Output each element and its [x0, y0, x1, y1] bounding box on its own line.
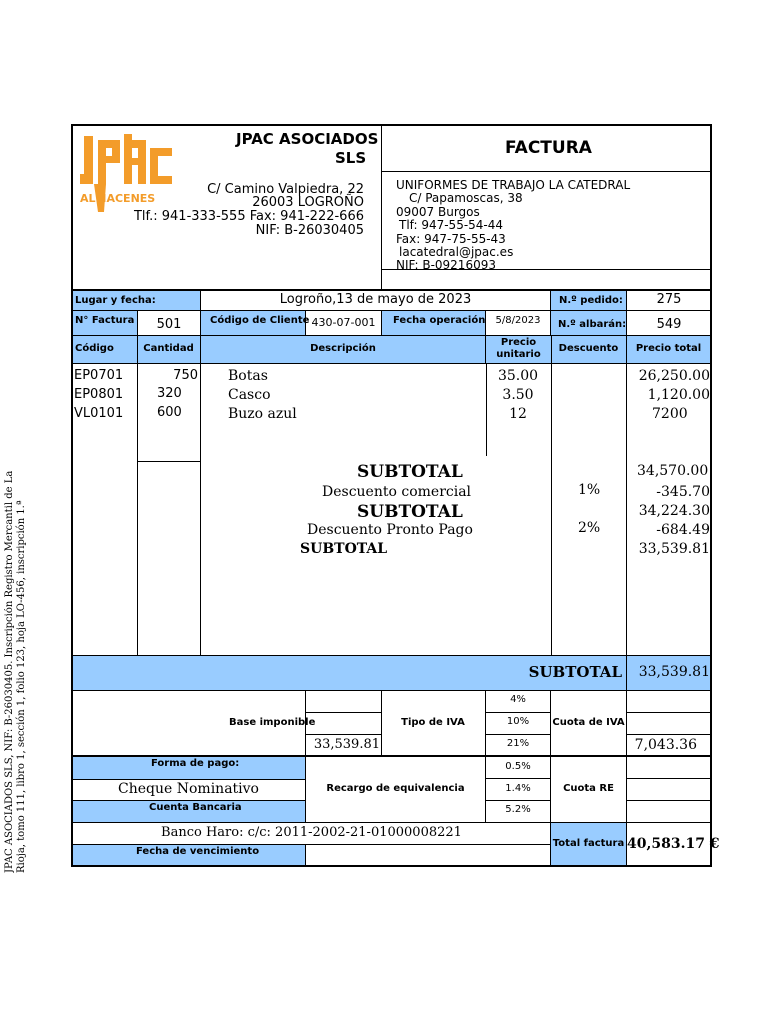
commercial-discount-label: Descuento comercial [322, 484, 472, 500]
item-qty: 600 [157, 405, 182, 420]
re-quota-label: Cuota RE [563, 783, 614, 794]
iva-quota-value: 7,043.36 [634, 737, 697, 753]
client-code-label: Código de Cliente [210, 315, 310, 326]
prompt-discount-pct: 2% [578, 520, 601, 536]
re-rate: 1.4% [505, 783, 531, 794]
commercial-discount-pct: 1% [578, 482, 601, 498]
commercial-discount-value: -345.70 [656, 484, 710, 500]
item-total: 1,120.00 [647, 387, 710, 403]
item-code: VL0101 [74, 406, 124, 421]
delivery-value: 549 [656, 317, 682, 332]
iva-rate: 21% [506, 738, 530, 749]
invoice-value: 501 [156, 317, 182, 332]
item-price: 35.00 [497, 368, 539, 384]
company-logo [80, 134, 176, 214]
iva-rate: 10% [506, 716, 530, 727]
client-fax: Fax: 947-75-55-43 [396, 232, 506, 246]
document-title: FACTURA [505, 138, 592, 158]
op-date-value: 5/8/2023 [495, 315, 541, 326]
iva-quota-label: Cuota de IVA [552, 717, 625, 728]
company-nif: NIF: B-26030405 [255, 223, 364, 238]
col-header-discount: Descuento [558, 343, 619, 354]
final-subtotal-value: 33,539.81 [638, 664, 710, 680]
item-price: 3.50 [502, 387, 534, 403]
col-header-desc: Descripción [310, 343, 376, 354]
total-label: Total factura [552, 838, 625, 849]
client-code-value: 430-07-001 [311, 316, 376, 329]
item-desc: Buzo azul [228, 406, 297, 422]
subtotal-2-label: SUBTOTAL [357, 502, 463, 522]
item-desc: Casco [228, 387, 271, 403]
item-qty: 750 [173, 368, 198, 383]
company-city: 26003 LOGROÑO [252, 195, 364, 210]
due-date-label: Fecha de vencimiento [136, 846, 260, 857]
place-date-value: Logroño,13 de mayo de 2023 [279, 292, 472, 307]
company-name: JPAC ASOCIADOS [236, 130, 379, 148]
delivery-label: N.º albarán: [558, 319, 627, 330]
payment-label: Forma de pago: [151, 758, 240, 769]
logo-subtitle: ALMACENES [80, 192, 156, 205]
client-phone: Tlf: 947-55-54-44 [399, 218, 504, 232]
col-header-price-1: Precio [500, 337, 537, 348]
col-header-total: Precio total [635, 343, 702, 354]
order-value: 275 [656, 292, 682, 307]
col-header-code: Código [75, 343, 114, 354]
base-label: Base imponible [229, 717, 316, 728]
subtotal-3-label: SUBTOTAL [300, 541, 388, 557]
client-city: 09007 Burgos [396, 205, 480, 219]
subtotal-2-value: 34,224.30 [638, 503, 710, 519]
item-total: 26,250.00 [638, 368, 710, 384]
col-header-price-2: unitario [496, 349, 541, 360]
prompt-discount-label: Descuento Pronto Pago [307, 522, 473, 538]
place-date-label: Lugar y fecha: [75, 295, 156, 306]
re-label: Recargo de equivalencia [326, 783, 465, 794]
item-total: 7200 [652, 406, 688, 422]
company-phone-fax: Tlf.: 941-333-555 Fax: 941-222-666 [133, 209, 364, 224]
client-email: lacatedral@jpac.es [399, 245, 514, 259]
subtotal-3-value: 33,539.81 [638, 541, 710, 557]
re-rate: 5.2% [505, 804, 531, 815]
item-desc: Botas [228, 368, 268, 384]
client-address: C/ Papamoscas, 38 [409, 191, 523, 205]
op-date-label: Fecha operación [393, 315, 486, 326]
subtotal-1-value: 34,570.00 [637, 463, 709, 479]
invoice-label: N° Factura [75, 315, 135, 326]
total-value: 40,583.17 € [627, 836, 720, 852]
prompt-discount-value: -684.49 [656, 522, 710, 538]
bank-value: Banco Haro: c/c: 2011-2002-21-01000008221 [161, 825, 462, 840]
company-address: C/ Camino Valpiedra, 22 [207, 182, 364, 197]
bank-label: Cuenta Bancaria [149, 802, 242, 813]
payment-value: Cheque Nominativo [118, 781, 259, 797]
order-label: N.º pedido: [559, 295, 623, 306]
client-name: UNIFORMES DE TRABAJO LA CATEDRAL [396, 178, 631, 192]
company-name-suffix: SLS [335, 149, 367, 167]
item-qty: 320 [157, 386, 182, 401]
item-code: EP0701 [74, 368, 124, 383]
client-nif: NIF: B-09216093 [396, 258, 496, 269]
col-header-qty: Cantidad [143, 343, 194, 354]
item-price: 12 [509, 406, 527, 422]
legal-side-note: JPAC ASOCIADOS SLS, NIF: B-26030405. Inscripción Registro Mercantil de La Rioja, tomo 111, libro 1, sección 1, folio 123, hoja LO-456, inscripción 1.ª [4, 470, 27, 873]
iva-rate: 4% [510, 694, 526, 705]
item-code: EP0801 [74, 387, 124, 402]
subtotal-1-label: SUBTOTAL [357, 462, 463, 482]
iva-type-label: Tipo de IVA [401, 717, 465, 728]
base-value: 33,539.81 [313, 737, 380, 752]
re-rate: 0.5% [505, 761, 531, 772]
final-subtotal-label: SUBTOTAL [528, 663, 622, 681]
